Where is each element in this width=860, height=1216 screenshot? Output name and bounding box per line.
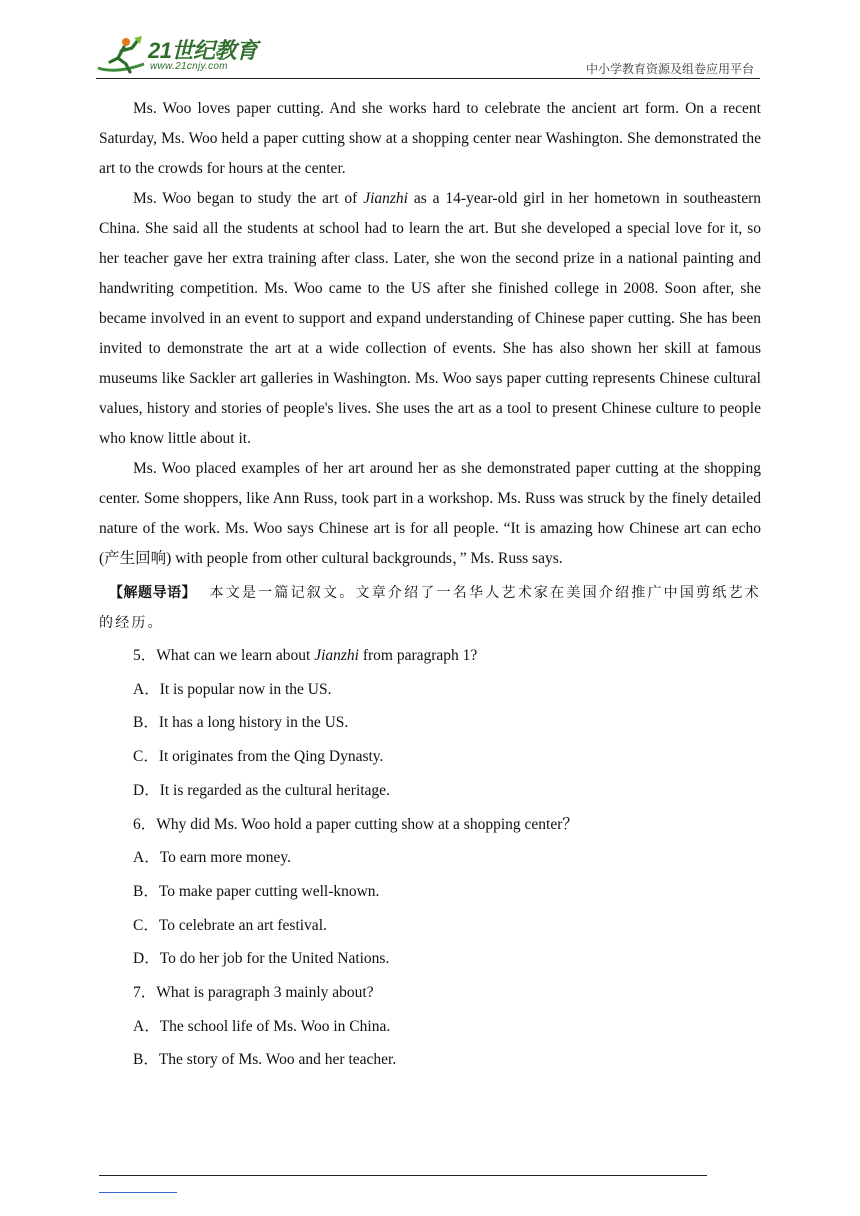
question-5-start: 5．What can we learn about xyxy=(133,647,315,664)
q5-option-d: D．It is regarded as the cultural heritage. xyxy=(133,781,390,799)
paragraph-2-rest: as a 14-year-old girl in her hometown in southeastern China. She said all the students at school had to learn the art. But she developed a special love for it, so her teacher gave her extra training after class. Later, she won the second prize in a national painting and handwriting competition. Ms. Woo came to the US after she finished college in 2008. Soon after, she became involved in an event to support and expand understanding of Chinese paper cutting. She has been invited to demonstrate the art at a wide collection of events. She has also shown her skill at famous museums like Sackler art galleries in Washington. Ms. Woo says paper cutting represents Chinese cultural values, history and stories of people's lives. She uses the art as a tool to present Chinese culture to people who know little about it. xyxy=(99,190,762,447)
header-platform-text: 中小学教育资源及组卷应用平台 xyxy=(585,62,754,76)
paragraph-3: Ms. Woo placed examples of her art around her as she demonstrated paper cutting at the shopping center. Some shoppers, like Ann Russ, took part in a workshop. Ms. Russ was struck by the finely detailed nature of the work. Ms. Woo says Chinese art is for all people. “It is amazing how Chinese art can echo (产生回响) with people from other cultural backgrounds，” Ms. Russ says. xyxy=(99,460,761,567)
q6-option-c: C．To celebrate an art festival. xyxy=(133,916,327,934)
question-list xyxy=(99,639,761,1077)
paragraph-2 xyxy=(99,184,761,454)
question-5 xyxy=(99,639,761,673)
question-6: 6．Why did Ms. Woo hold a paper cutting show at a shopping center？ xyxy=(133,815,578,833)
footer-divider xyxy=(99,1175,707,1176)
q7-option-a: A．The school life of Ms. Woo in China. xyxy=(133,1017,391,1035)
question-5-end: from paragraph 1? xyxy=(358,647,478,664)
header-divider xyxy=(96,78,760,79)
q6-option-a: A．To earn more money. xyxy=(133,849,292,867)
paragraph-2-term: Jianzhi xyxy=(363,190,408,207)
question-5-term: Jianzhi xyxy=(314,647,359,664)
guide-text: 本文是一篇记叙文。文章介绍了一名华人艺术家在美国介绍推广中国剪纸艺术的经历。 xyxy=(99,585,761,631)
paragraph-1: Ms. Woo loves paper cutting. And she works hard to celebrate the ancient art form. On a recent Saturday, Ms. Woo held a paper cutting show at a shopping center near Washington. She demonstrated the art to the crowds for hours at the center. xyxy=(99,100,761,177)
q7-option-b: B．The story of Ms. Woo and her teacher. xyxy=(133,1051,397,1069)
q5-option-a: A．It is popular now in the US. xyxy=(133,680,332,698)
running-figure-icon xyxy=(96,34,150,78)
logo xyxy=(96,34,266,78)
page-header xyxy=(0,0,860,80)
reading-guide xyxy=(99,578,761,638)
q5-option-b: B．It has a long history in the US. xyxy=(133,714,349,732)
footer-link-underline[interactable] xyxy=(99,1192,177,1193)
q5-option-c: C．It originates from the Qing Dynasty. xyxy=(133,748,384,766)
paragraph-2-start: Ms. Woo began to study the art of xyxy=(133,190,364,207)
document-body xyxy=(99,94,761,1077)
q6-option-b: B．To make paper cutting well-known. xyxy=(133,882,380,900)
question-7: 7．What is paragraph 3 mainly about? xyxy=(133,984,374,1002)
logo-main-text: 21世纪教育 xyxy=(148,38,258,63)
guide-tag: 【解题导语】 xyxy=(109,585,197,601)
logo-url-text: www.21cnjy.com xyxy=(150,61,228,72)
q6-option-d: D．To do her job for the United Nations. xyxy=(133,950,390,968)
